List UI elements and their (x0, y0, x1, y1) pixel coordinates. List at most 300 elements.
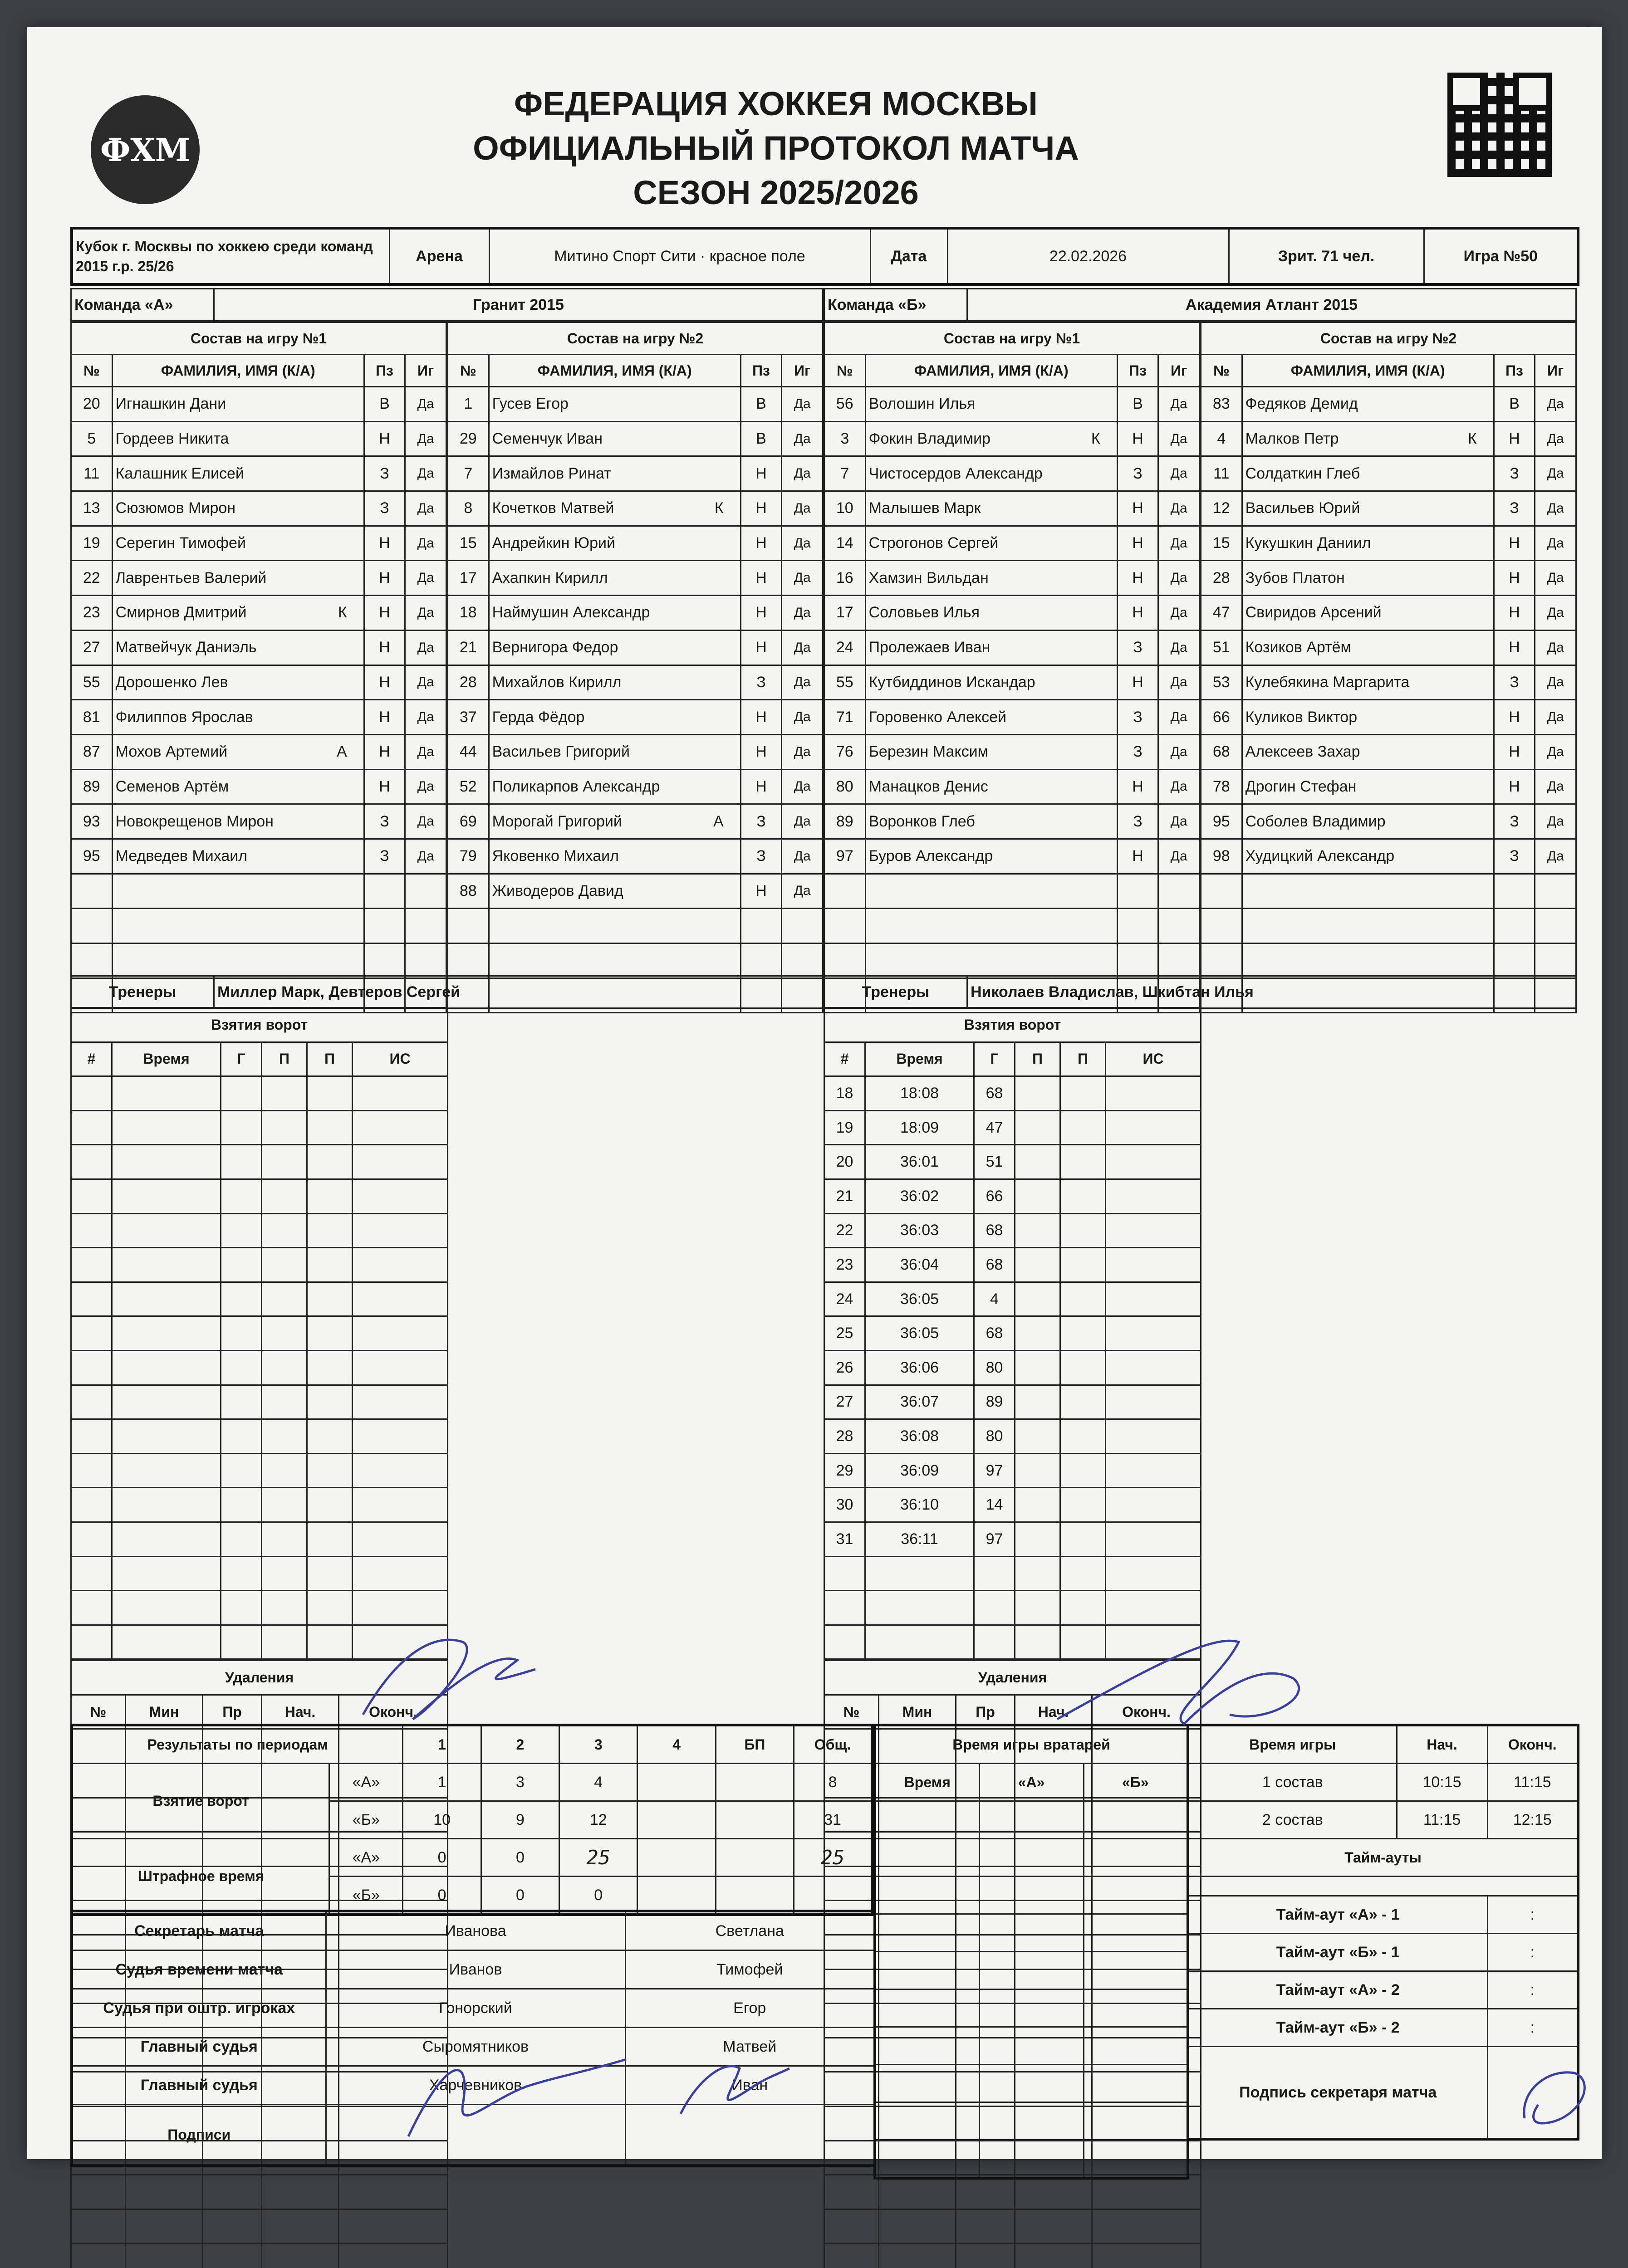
goal-number (71, 1076, 112, 1111)
team-b-lineup1 (824, 322, 1200, 1013)
player-name-text: Дрогин Стефан (1245, 777, 1357, 795)
player-number: 15 (448, 526, 489, 561)
player-row (824, 421, 1200, 456)
goal-is (1106, 1316, 1201, 1351)
goal-is (353, 1076, 448, 1111)
player-row (448, 456, 823, 491)
empty-row (71, 1179, 448, 1213)
goal-time (112, 1213, 221, 1248)
goal-is (353, 1316, 448, 1351)
goal-number: 24 (824, 1282, 865, 1316)
goal-is (1106, 1282, 1201, 1316)
player-position: Н (364, 734, 405, 769)
player-plays: Да (1535, 630, 1576, 665)
empty-row (824, 1625, 1201, 1659)
player-row (824, 596, 1200, 631)
col-plays: Иг (1158, 355, 1200, 387)
official-row (72, 2066, 875, 2105)
player-plays: Да (405, 769, 446, 804)
player-number: 88 (448, 874, 489, 909)
player-number: 4 (1201, 421, 1242, 456)
player-plays: Да (405, 421, 446, 456)
timeout-value: : (1487, 1896, 1578, 1934)
player-row (71, 491, 446, 526)
col-pen-reason: Пр (956, 1695, 1015, 1729)
player-name-text: Медведев Михаил (115, 847, 248, 865)
player-number: 98 (1201, 839, 1242, 874)
captain-mark: А (713, 812, 724, 830)
player-plays: Да (1158, 665, 1200, 700)
goal-scorer (221, 1350, 262, 1385)
goal-time (112, 1282, 221, 1316)
goals-b-total: 31 (794, 1801, 872, 1839)
official-role: Главный судья (72, 2028, 326, 2066)
goal-assist2 (307, 1213, 353, 1248)
goal-assist1 (1015, 1076, 1060, 1111)
goal-assist1 (1015, 1419, 1060, 1454)
goal-assist2 (307, 1488, 353, 1522)
player-row (71, 734, 446, 769)
player-name (865, 943, 1117, 978)
goalie-time-table (873, 1724, 1189, 2180)
goal-is (1106, 1385, 1201, 1419)
player-plays: Да (1158, 526, 1200, 561)
empty-cell (824, 2244, 879, 2268)
col-pos: Пз (1117, 355, 1158, 387)
player-row (1201, 804, 1576, 839)
goal-scorer: 66 (974, 1179, 1015, 1213)
goal-row (824, 1350, 1201, 1385)
goal-scorer (221, 1076, 262, 1111)
player-plays: Да (1158, 491, 1200, 526)
player-plays: Да (782, 387, 823, 422)
player-row (71, 839, 446, 874)
player-name-text: Серегин Тимофей (115, 534, 246, 552)
goals-a-total: 8 (794, 1764, 872, 1801)
team-a-coaches-names: Миллер Марк, Девтеров Сергей (214, 976, 823, 1008)
captain-mark: К (1467, 430, 1477, 448)
game-time-row-label: 1 состав (1188, 1764, 1397, 1801)
team-a-roster (70, 288, 824, 1013)
goal-row (824, 1385, 1201, 1419)
penalty-row-label: Штрафное время (72, 1839, 329, 1915)
player-plays: Да (1535, 769, 1576, 804)
goal-time: 36:05 (865, 1316, 974, 1351)
player-row (824, 561, 1200, 596)
empty-cell (1084, 1914, 1188, 1952)
player-number: 16 (824, 561, 866, 596)
player-name-text: Морогай Григорий (492, 812, 622, 830)
player-number: 56 (824, 387, 866, 422)
player-position (1494, 874, 1535, 909)
player-position: Н (1117, 665, 1158, 700)
coaches-label: Тренеры (824, 976, 967, 1008)
goal-scorer (221, 1522, 262, 1556)
goalie-col-b: «Б» (1084, 1764, 1188, 1801)
goal-number: 29 (824, 1453, 865, 1488)
empty-cell (1015, 2175, 1092, 2209)
player-position: Н (740, 874, 782, 909)
player-name (489, 665, 740, 700)
goal-is (353, 1419, 448, 1454)
goals-b-so (716, 1801, 794, 1839)
goal-assist1 (262, 1419, 307, 1454)
player-plays: Да (1535, 839, 1576, 874)
player-number: 89 (824, 804, 866, 839)
player-number: 15 (1201, 526, 1242, 561)
player-row (824, 839, 1200, 874)
col-plays: Иг (405, 355, 446, 387)
player-plays: Да (405, 665, 446, 700)
goal-scorer (221, 1591, 262, 1625)
player-position: Н (740, 491, 782, 526)
goal-assist2 (1060, 1453, 1106, 1488)
goal-number (71, 1385, 112, 1419)
player-position: Н (740, 630, 782, 665)
player-row (448, 526, 823, 561)
team-a-header (70, 288, 824, 322)
player-name (1242, 630, 1494, 665)
player-row (71, 561, 446, 596)
goals-b-p2: 9 (481, 1801, 559, 1839)
player-name (865, 491, 1117, 526)
player-name (1242, 769, 1494, 804)
arena-label: Арена (389, 228, 489, 284)
col-goal-assist1: П (1015, 1042, 1060, 1076)
official-role: Судья времени матча (72, 1950, 326, 1989)
official-row (72, 1989, 875, 2028)
captain-mark: К (1091, 430, 1100, 448)
empty-row (875, 2027, 1188, 2065)
goal-number: 23 (824, 1248, 865, 1282)
goal-scorer (974, 1625, 1015, 1659)
player-row (824, 387, 1200, 422)
player-name-text: Васильев Юрий (1245, 499, 1360, 517)
player-name (489, 421, 740, 456)
player-plays (1158, 909, 1200, 943)
empty-cell (71, 2175, 126, 2209)
player-number: 55 (824, 665, 866, 700)
player-plays: Да (1535, 596, 1576, 631)
player-plays (782, 909, 823, 943)
goal-number: 30 (824, 1488, 865, 1522)
col-name: ФАМИЛИЯ, ИМЯ (К/А) (489, 355, 740, 387)
empty-row (824, 2244, 1201, 2268)
col-pen-reason: Пр (203, 1695, 262, 1729)
player-name (489, 596, 740, 631)
player-plays: Да (405, 630, 446, 665)
player-name (865, 421, 1117, 456)
player-name-text: Фокин Владимир (868, 430, 991, 448)
player-number: 53 (1201, 665, 1242, 700)
player-name (112, 456, 364, 491)
goal-scorer (221, 1145, 262, 1179)
player-number: 28 (1201, 561, 1242, 596)
empty-row (875, 2102, 1188, 2140)
player-row (1201, 491, 1576, 526)
empty-row (1201, 943, 1576, 978)
player-name (489, 769, 740, 804)
goal-scorer (221, 1248, 262, 1282)
goal-time: 36:11 (865, 1522, 974, 1556)
player-position: З (1117, 734, 1158, 769)
player-name-text: Дорошенко Лев (115, 673, 228, 691)
player-number: 51 (1201, 630, 1242, 665)
player-name-text: Воронков Глеб (868, 812, 975, 830)
timeout-label: Тайм-аут «А» - 1 (1188, 1896, 1487, 1934)
empty-cell (979, 1839, 1084, 1877)
goal-scorer (221, 1110, 262, 1145)
goal-scorer: 51 (974, 1145, 1015, 1179)
empty-cell (875, 2102, 979, 2140)
goal-time: 36:03 (865, 1213, 974, 1248)
player-plays: Да (1535, 665, 1576, 700)
goal-assist1 (1015, 1213, 1060, 1248)
player-name (1242, 387, 1494, 422)
goal-is (353, 1213, 448, 1248)
goal-assist1 (262, 1282, 307, 1316)
goal-time (112, 1145, 221, 1179)
empty-cell (875, 1989, 979, 2027)
player-number: 95 (1201, 804, 1242, 839)
empty-cell (875, 1877, 979, 1914)
goal-row (824, 1522, 1201, 1556)
pen-a-p4 (637, 1839, 716, 1877)
player-plays: Да (1158, 596, 1200, 631)
player-name-text: Яковенко Михаил (492, 847, 619, 865)
player-plays: Да (782, 456, 823, 491)
player-number: 69 (448, 804, 489, 839)
team-a-tag: «А» (329, 1839, 403, 1877)
empty-row (824, 943, 1200, 978)
player-position: З (740, 665, 782, 700)
player-name (489, 491, 740, 526)
empty-cell (339, 2175, 448, 2209)
col-goal-assist2: П (307, 1042, 353, 1076)
goal-time (112, 1316, 221, 1351)
empty-row (71, 1145, 448, 1179)
player-row (824, 665, 1200, 700)
goal-is (353, 1453, 448, 1488)
pen-a-p2: 0 (481, 1839, 559, 1877)
player-name (1242, 700, 1494, 735)
player-position: В (740, 387, 782, 422)
empty-cell (1092, 2209, 1201, 2244)
goal-is (1106, 1453, 1201, 1488)
player-name-text: Лаврентьев Валерий (115, 569, 267, 587)
goal-assist2 (307, 1556, 353, 1591)
col-goal-time: Время (112, 1042, 221, 1076)
goal-assist2 (307, 1076, 353, 1111)
player-position: З (1117, 456, 1158, 491)
player-name (489, 630, 740, 665)
player-name-text: Кочетков Матвей (492, 499, 614, 517)
empty-cell (126, 2209, 203, 2244)
player-plays: Да (1535, 700, 1576, 735)
empty-cell (1084, 2065, 1188, 2102)
team-a-goals (70, 1007, 448, 1660)
player-plays: Да (1158, 561, 1200, 596)
player-name-text: Андрейкин Юрий (492, 534, 616, 552)
col-pos: Пз (364, 355, 405, 387)
player-position: Н (1494, 700, 1535, 735)
goal-assist2 (307, 1625, 353, 1659)
player-row (1201, 734, 1576, 769)
player-plays: Да (1158, 804, 1200, 839)
goal-time: 36:01 (865, 1145, 974, 1179)
player-plays (1535, 909, 1576, 943)
player-name (489, 839, 740, 874)
player-name (1242, 665, 1494, 700)
match-info (70, 227, 1579, 286)
goal-is (1106, 1145, 1201, 1179)
player-position (364, 943, 405, 978)
goal-row (824, 1419, 1201, 1454)
player-name-text: Строгонов Сергей (868, 534, 999, 552)
goalie-col-time: Время (875, 1764, 979, 1801)
official-row (72, 2028, 875, 2066)
player-row (824, 526, 1200, 561)
player-number: 23 (71, 596, 113, 631)
player-position: З (1494, 804, 1535, 839)
goal-is (1106, 1213, 1201, 1248)
goal-assist1 (262, 1248, 307, 1282)
goal-is (353, 1522, 448, 1556)
player-row (1201, 596, 1576, 631)
goal-assist1 (1015, 1145, 1060, 1179)
goal-scorer (974, 1591, 1015, 1625)
player-name (1242, 526, 1494, 561)
empty-cell (979, 2027, 1084, 2065)
player-name (112, 526, 364, 561)
goal-scorer: 68 (974, 1076, 1015, 1111)
player-name (865, 596, 1117, 631)
goal-assist1 (1015, 1591, 1060, 1625)
goal-time (865, 1625, 974, 1659)
player-row (1201, 561, 1576, 596)
goal-assist1 (1015, 1316, 1060, 1351)
player-position: Н (1494, 734, 1535, 769)
player-row (71, 630, 446, 665)
goal-assist2 (1060, 1282, 1106, 1316)
player-name-text: Кутбиддинов Искандар (868, 673, 1035, 691)
empty-cell (1084, 1877, 1188, 1914)
empty-cell (1092, 2244, 1201, 2268)
goal-scorer: 68 (974, 1248, 1015, 1282)
game-time-table (1187, 1724, 1579, 2141)
col-no: № (1201, 355, 1242, 387)
player-plays: Да (1535, 421, 1576, 456)
player-plays: Да (1158, 769, 1200, 804)
pen-b-p1: 0 (403, 1877, 481, 1915)
player-number: 80 (824, 769, 866, 804)
player-number (1201, 874, 1242, 909)
player-plays: Да (782, 734, 823, 769)
official-role: Судья при оштр. игроках (72, 1989, 326, 2028)
player-plays: Да (782, 561, 823, 596)
goal-number (71, 1488, 112, 1522)
player-row (71, 665, 446, 700)
goal-assist1 (1015, 1625, 1060, 1659)
goal-is (1106, 1350, 1201, 1385)
player-number (71, 874, 113, 909)
player-number: 18 (448, 596, 489, 631)
empty-cell (1092, 2175, 1201, 2209)
goal-assist2 (307, 1522, 353, 1556)
player-number: 52 (448, 769, 489, 804)
player-plays: Да (782, 769, 823, 804)
player-name (865, 456, 1117, 491)
team-b-tag: «Б» (329, 1801, 403, 1839)
player-position: Н (364, 596, 405, 631)
goal-assist2 (307, 1110, 353, 1145)
team-a-label: Команда «А» (71, 289, 214, 321)
player-row (824, 734, 1200, 769)
player-name (865, 734, 1117, 769)
player-name (865, 700, 1117, 735)
goal-assist2 (1060, 1179, 1106, 1213)
empty-cell (203, 2244, 262, 2268)
period-results (70, 1724, 873, 1916)
goal-scorer: 14 (974, 1488, 1015, 1522)
goal-number (71, 1625, 112, 1659)
player-row (1201, 526, 1576, 561)
goal-assist2 (307, 1419, 353, 1454)
empty-row (71, 1556, 448, 1591)
player-plays: Да (405, 456, 446, 491)
captain-mark: К (714, 499, 724, 517)
player-name (489, 387, 740, 422)
player-position (1494, 943, 1535, 978)
col-no: № (448, 355, 489, 387)
empty-cell (956, 2209, 1015, 2244)
player-name-text: Поликарпов Александр (492, 777, 660, 795)
col-goal-num: # (71, 1042, 112, 1076)
goal-assist2 (1060, 1350, 1106, 1385)
goal-scorer: 97 (974, 1522, 1015, 1556)
goals-b-p3: 12 (559, 1801, 637, 1839)
player-name-text: Федяков Демид (1245, 395, 1358, 413)
player-plays: Да (782, 526, 823, 561)
player-position: В (1494, 387, 1535, 422)
team-a-name: Гранит 2015 (214, 289, 823, 321)
empty-cell (1084, 2140, 1188, 2179)
goal-assist1 (1015, 1282, 1060, 1316)
player-position: Н (740, 596, 782, 631)
empty-cell (875, 2140, 979, 2179)
goal-number (824, 1625, 865, 1659)
player-row (71, 387, 446, 422)
goal-time (112, 1419, 221, 1454)
goal-is (1106, 1248, 1201, 1282)
col-pos: Пз (740, 355, 782, 387)
goal-number (824, 1591, 865, 1625)
goal-number: 21 (824, 1179, 865, 1213)
arena: Митино Спорт Сити · красное поле (489, 228, 870, 284)
goal-is (353, 1591, 448, 1625)
player-row (824, 804, 1200, 839)
lineup1-title: Состав на игру №1 (824, 323, 1200, 355)
empty-row (875, 2140, 1188, 2179)
empty-row (71, 2175, 448, 2209)
goal-row (824, 1316, 1201, 1351)
goals-title: Взятия ворот (824, 1008, 1201, 1042)
player-name (865, 874, 1117, 909)
official-last-name: Сыромятников (326, 2028, 625, 2066)
player-number: 24 (824, 630, 866, 665)
player-number: 17 (824, 596, 866, 631)
player-name (1242, 839, 1494, 874)
